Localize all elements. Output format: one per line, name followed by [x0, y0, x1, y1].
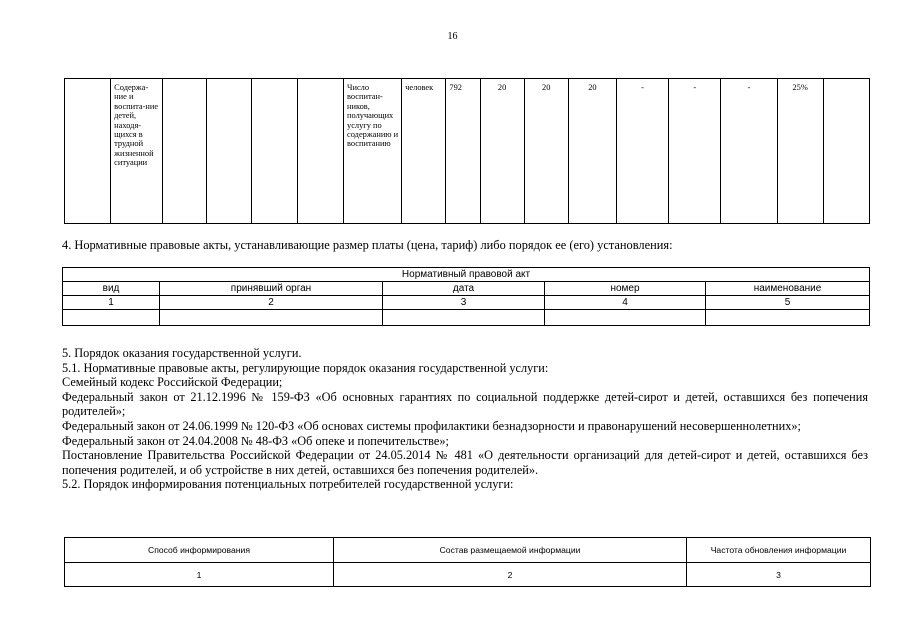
value-cell: - [669, 79, 721, 224]
section-5-2-heading: 5.2. Порядок информирования потенциальных потребителей государственной услуги: [62, 477, 514, 492]
table-cell [706, 310, 870, 326]
table-row-empty [63, 310, 870, 326]
table-row [63, 268, 870, 282]
table-cell [163, 79, 206, 224]
section-5-text [62, 346, 868, 492]
service-table-fragment [64, 78, 870, 224]
column-number: 1 [65, 563, 334, 587]
column-number: 4 [545, 296, 706, 310]
column-number: 3 [687, 563, 871, 587]
column-header: Состав размещаемой информации [334, 538, 687, 563]
value-cell: 20 [524, 79, 568, 224]
legal-act-item: Федеральный закон от 21.12.1996 № 159-ФЗ «Об основных гарантиях по социальной поддержке детей-сирот и детей, оставшихся без попечения родителей»; [62, 389, 868, 419]
column-header: дата [383, 282, 545, 296]
table-cell [160, 310, 383, 326]
section-5-heading: 5. Порядок оказания государственной услуги. [62, 346, 302, 360]
deviation-cell: 25% [777, 79, 823, 224]
code-cell: 792 [446, 79, 480, 224]
service-name-cell: Содержа-ние и воспита-ние детей, находя-щихся в трудной жизненной ситуации [111, 79, 163, 224]
table-cell [297, 79, 343, 224]
column-header: номер [545, 282, 706, 296]
legal-act-item: Федеральный закон от 24.04.2008 № 48-ФЗ «Об опеке и попечительстве»; [62, 433, 449, 448]
column-header: Способ информирования [65, 538, 334, 563]
value-cell: 20 [480, 79, 524, 224]
table-header-row [63, 282, 870, 296]
column-number: 1 [63, 296, 160, 310]
legal-act-item: Федеральный закон от 24.06.1999 № 120-ФЗ «Об основах системы профилактики безнадзорности и правонарушений несовершеннолетних»; [62, 418, 801, 433]
column-header: вид [63, 282, 160, 296]
table-row [65, 79, 870, 224]
table-title-cell: Нормативный правовой акт [63, 268, 870, 282]
column-number: 2 [334, 563, 687, 587]
table-header-row [65, 538, 871, 563]
table-cell [383, 310, 545, 326]
column-number: 5 [706, 296, 870, 310]
indicator-name-cell: Число воспитан-ников, получающих услугу по содержанию и воспитанию [344, 79, 402, 224]
column-header: наименование [706, 282, 870, 296]
information-methods-table [64, 537, 871, 587]
table-cell [65, 79, 111, 224]
section-4-heading: 4. Нормативные правовые акты, устанавливающие размер платы (цена, тариф) либо порядок ее (его) установления: [62, 238, 673, 252]
unit-cell: человек [402, 79, 446, 224]
value-cell: - [721, 79, 777, 224]
table-cell [206, 79, 251, 224]
column-header: Частота обновления информации [687, 538, 871, 563]
table-cell [545, 310, 706, 326]
page-number: 16 [447, 31, 458, 42]
table-cell [251, 79, 297, 224]
table-cell [823, 79, 869, 224]
section-5-1-heading: 5.1. Нормативные правовые акты, регулирующие порядок оказания государственной услуги: [62, 360, 549, 375]
column-number: 2 [160, 296, 383, 310]
value-cell: - [616, 79, 668, 224]
table-cell [63, 310, 160, 326]
legal-act-item: Постановление Правительства Российской Федерации от 24.05.2014 № 481 «О деятельности организаций для детей-сирот и детей, оставшихся без попечения родителей, и об устройстве в них детей, оставшихся без попечения родителей». [62, 448, 868, 477]
value-cell: 20 [568, 79, 616, 224]
legal-act-item: Семейный кодекс Российской Федерации; [62, 375, 283, 390]
normative-acts-table [62, 267, 870, 326]
table-row [65, 563, 871, 587]
column-number: 3 [383, 296, 545, 310]
table-row [63, 296, 870, 310]
column-header: принявший орган [160, 282, 383, 296]
